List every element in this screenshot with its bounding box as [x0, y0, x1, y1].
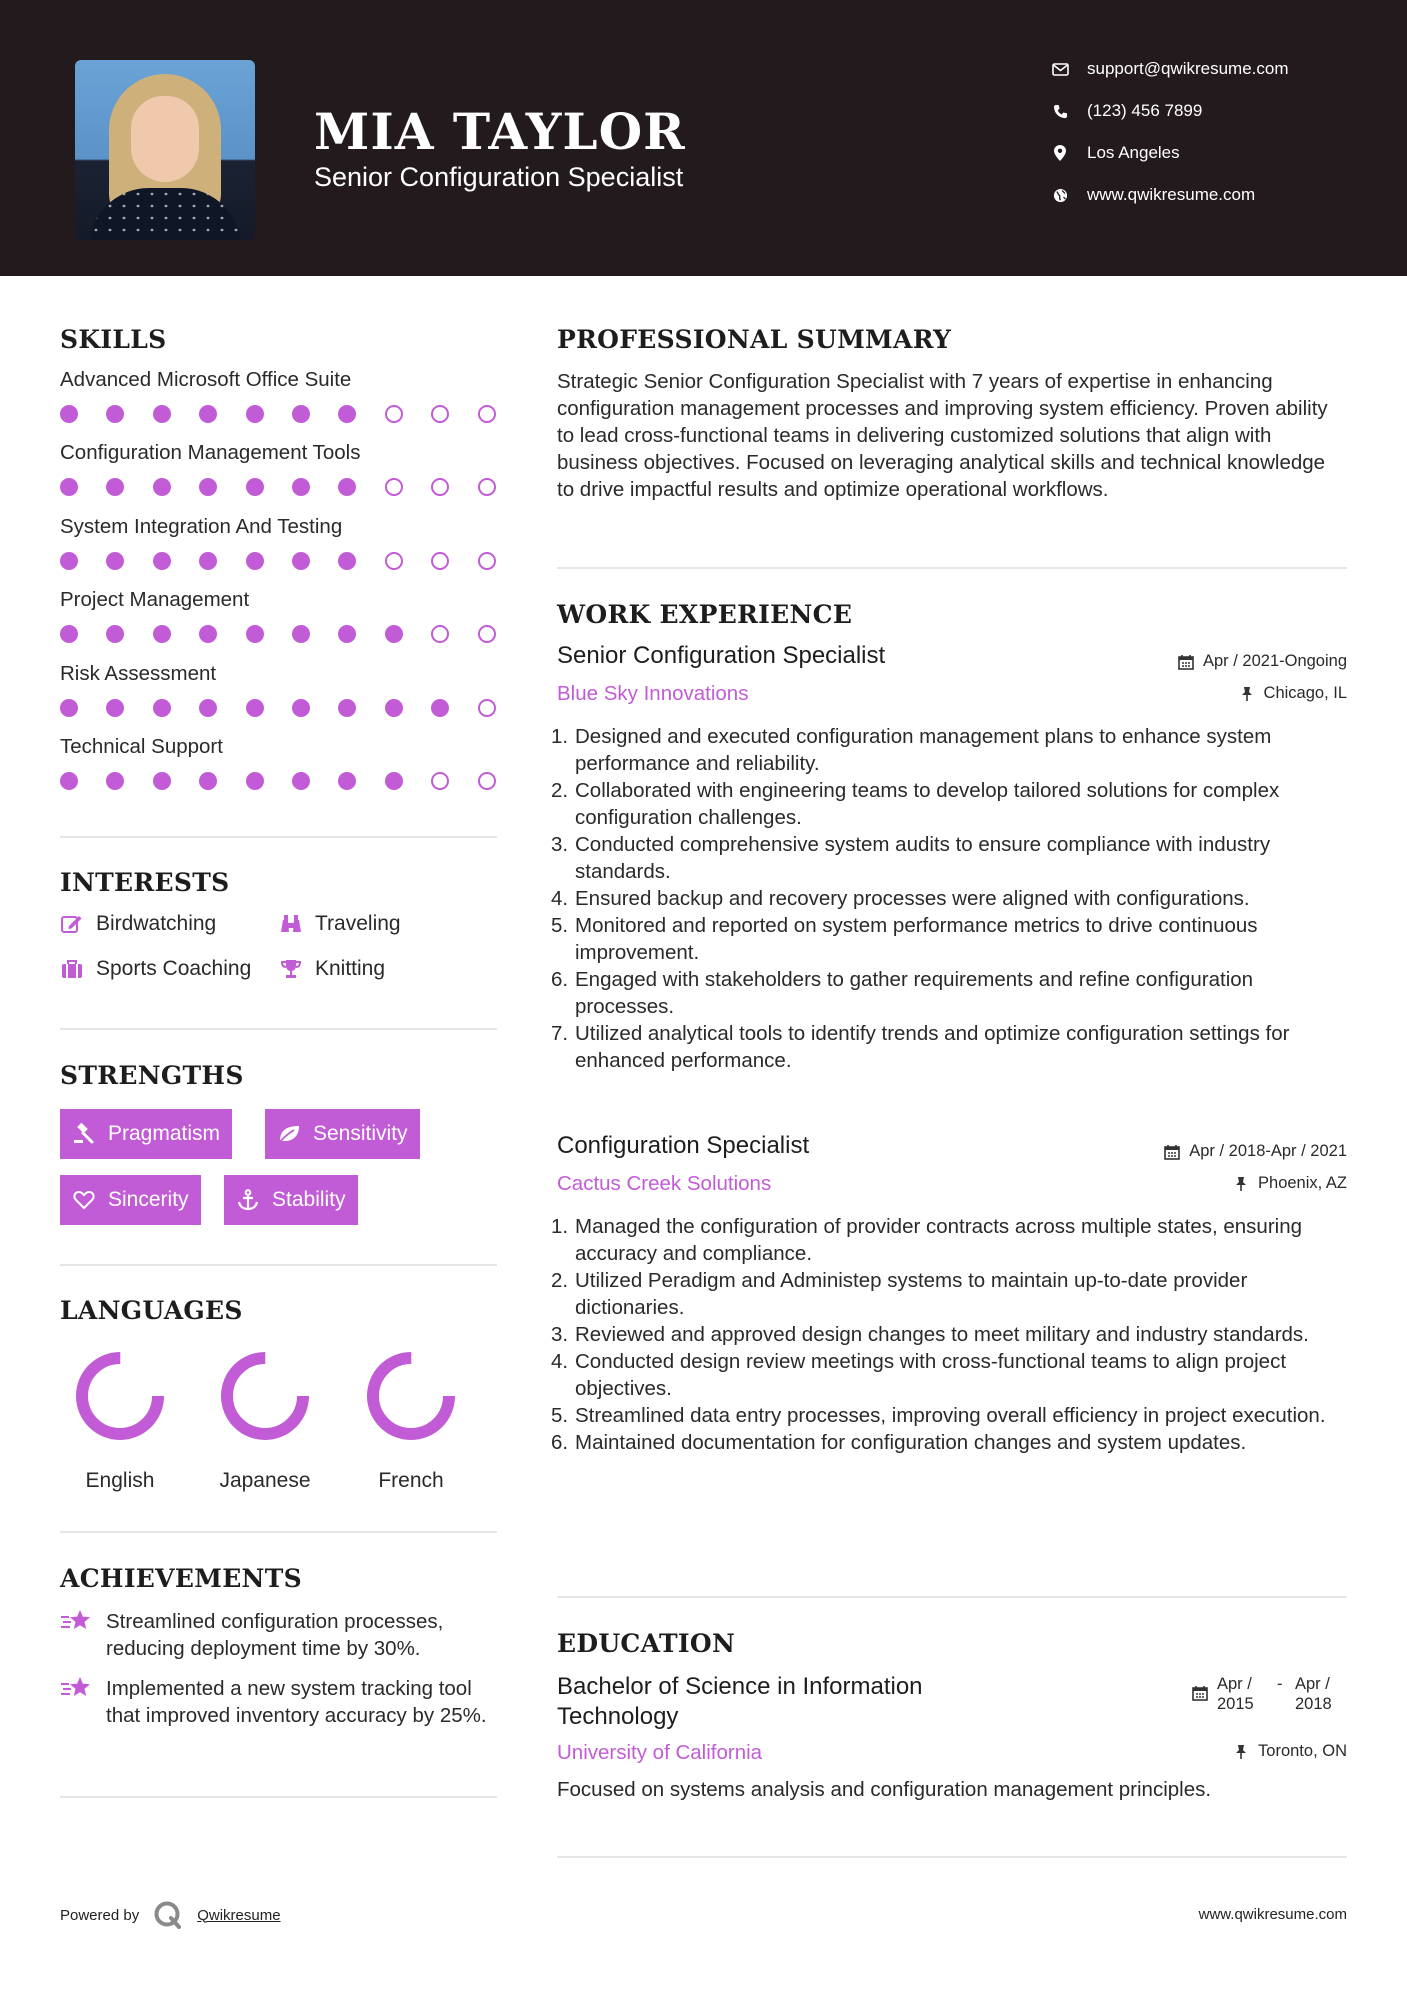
job-location — [1232, 1174, 1347, 1193]
job-location — [1238, 684, 1347, 703]
section-divider — [557, 1856, 1347, 1858]
rating-dot-filled — [385, 625, 403, 643]
rating-dot-empty — [478, 772, 496, 790]
suitcase-icon — [60, 957, 84, 981]
rating-dot-filled — [60, 772, 78, 790]
job-dates — [1163, 1142, 1347, 1161]
rating-dot-empty — [385, 405, 403, 423]
language-item — [341, 1346, 481, 1493]
contact-phone-text: (123) 456 7899 — [1087, 101, 1203, 120]
footer-powered-by — [60, 1900, 281, 1930]
rating-dot-filled — [246, 405, 264, 423]
rating-dot-filled — [385, 772, 403, 790]
shooting-star-icon — [60, 1675, 92, 1705]
strength-label: Stability — [272, 1188, 346, 1211]
rating-dot-filled — [338, 552, 356, 570]
location-pin-icon — [1049, 142, 1071, 164]
language-proficiency-ring — [215, 1346, 315, 1446]
responsibility-item: 6. Engaged with stakeholders to gather requirements and refine configuration processes. — [551, 968, 1254, 1018]
education-location-text: Toronto, ON — [1258, 1742, 1347, 1760]
rating-dot-filled — [338, 478, 356, 496]
contact-website-text: www.qwikresume.com — [1087, 185, 1256, 204]
resume-header — [0, 0, 1407, 276]
education-description: Focused on systems analysis and configuration management principles. — [557, 1778, 1212, 1801]
language-proficiency-arc — [82, 1358, 158, 1434]
responsibility-item: 3. Reviewed and approved design changes to meet military and industry standards. — [551, 1323, 1309, 1346]
strengths-heading: STRENGTHS — [60, 1061, 244, 1090]
company-name: Blue Sky Innovations — [557, 682, 749, 705]
languages-heading: LANGUAGES — [60, 1296, 243, 1325]
binoculars-icon — [279, 912, 303, 936]
job-location-text: Phoenix, AZ — [1258, 1174, 1347, 1192]
school-name: University of California — [557, 1741, 763, 1764]
responsibility-item: 7. Utilized analytical tools to identify trends and optimize configuration settings for enhanced performance. — [551, 1022, 1290, 1072]
rating-dot-filled — [246, 699, 264, 717]
rating-dot-empty — [478, 625, 496, 643]
rating-dot-filled — [338, 625, 356, 643]
rating-dot-filled — [60, 478, 78, 496]
skill-name: Configuration Management Tools — [60, 441, 361, 465]
responsibility-item: 4. Ensured backup and recovery processes were aligned with configurations. — [551, 887, 1250, 910]
phone-icon — [1049, 100, 1071, 122]
skill-rating — [60, 625, 524, 643]
skill-name: Advanced Microsoft Office Suite — [60, 368, 352, 391]
rating-dot-filled — [338, 772, 356, 790]
gavel-icon — [72, 1122, 96, 1146]
rating-dot-filled — [199, 405, 217, 423]
achievement-item — [60, 1608, 500, 1662]
language-proficiency-ring — [361, 1346, 461, 1446]
skill-name: Risk Assessment — [60, 661, 217, 685]
contact-website[interactable] — [1049, 184, 1255, 206]
strength-label: Sincerity — [108, 1188, 189, 1211]
interest-item — [279, 957, 385, 981]
rating-dot-filled — [199, 552, 217, 570]
skill-rating — [60, 552, 524, 570]
rating-dot-filled — [246, 772, 264, 790]
language-item — [50, 1346, 190, 1493]
candidate-name: MIA TAYLOR — [314, 102, 686, 161]
achievement-text: Implemented a new system tracking tool that improved inventory accuracy by 25%. — [106, 1677, 487, 1727]
language-item — [195, 1346, 335, 1493]
responsibility-item: 1. Managed the configuration of provider contracts across multiple states, ensuring accuracy and compliance. — [551, 1215, 1302, 1265]
strength-tag — [60, 1109, 232, 1159]
skill-name: Project Management — [60, 588, 250, 612]
language-proficiency-ring — [70, 1346, 170, 1446]
rating-dot-empty — [385, 552, 403, 570]
contact-email-text: support@qwikresume.com — [1087, 59, 1289, 78]
rating-dot-filled — [199, 772, 217, 790]
anchor-icon — [236, 1188, 260, 1212]
rating-dot-empty — [478, 552, 496, 570]
interests-heading: INTERESTS — [60, 868, 230, 897]
section-divider — [60, 1028, 497, 1030]
envelope-icon — [1049, 58, 1071, 80]
responsibility-item: 2. Utilized Peradigm and Administep systems to maintain up-to-date provider dictionaries. — [551, 1269, 1248, 1319]
rating-dot-filled — [292, 625, 310, 643]
responsibility-item: 1. Designed and executed configuration management plans to enhance system performance and reliability. — [551, 725, 1272, 775]
rating-dot-empty — [385, 478, 403, 496]
job-location-text: Chicago, IL — [1263, 684, 1347, 702]
strength-tag — [224, 1175, 358, 1225]
rating-dot-filled — [106, 625, 124, 643]
section-divider — [557, 567, 1347, 569]
calendar-icon — [1163, 1143, 1181, 1161]
rating-dot-empty — [478, 405, 496, 423]
skill-rating — [60, 405, 524, 423]
pencil-icon — [60, 912, 84, 936]
responsibility-item: 5. Monitored and reported on system performance metrics to drive continuous improvement. — [551, 914, 1258, 964]
rating-dot-filled — [199, 478, 217, 496]
responsibility-item: 5. Streamlined data entry processes, improving overall efficiency in project execution. — [551, 1404, 1326, 1427]
rating-dot-filled — [199, 699, 217, 717]
rating-dot-filled — [60, 699, 78, 717]
interest-item — [279, 912, 401, 936]
responsibility-item: 4. Conducted design review meetings with cross-functional teams to align project objectives. — [551, 1350, 1287, 1400]
rating-dot-filled — [60, 552, 78, 570]
calendar-icon — [1191, 1684, 1209, 1702]
rating-dot-filled — [106, 405, 124, 423]
job-title: Configuration Specialist — [557, 1132, 810, 1159]
rating-dot-empty — [431, 772, 449, 790]
strength-tag — [265, 1109, 420, 1159]
skill-rating — [60, 478, 524, 496]
rating-dot-filled — [246, 552, 264, 570]
language-label: Japanese — [219, 1469, 311, 1492]
responsibility-item: 6. Maintained documentation for configuration changes and system updates. — [551, 1431, 1247, 1454]
rating-dot-empty — [478, 699, 496, 717]
interest-label: Birdwatching — [96, 912, 217, 935]
rating-dot-filled — [106, 699, 124, 717]
rating-dot-filled — [292, 699, 310, 717]
language-proficiency-arc — [227, 1358, 303, 1434]
pushpin-icon — [1232, 1175, 1250, 1193]
skill-rating — [60, 772, 524, 790]
skill-name: Technical Support — [60, 735, 223, 758]
interest-label: Sports Coaching — [96, 957, 252, 980]
job-dates — [1177, 652, 1347, 671]
candidate-role: Senior Configuration Specialist — [314, 162, 684, 192]
skill-rating — [60, 699, 524, 717]
responsibility-item: 3. Conducted comprehensive system audits to ensure compliance with industry standards. — [551, 833, 1271, 883]
rating-dot-filled — [60, 405, 78, 423]
rating-dot-filled — [246, 625, 264, 643]
rating-dot-filled — [385, 699, 403, 717]
rating-dot-filled — [153, 478, 171, 496]
globe-icon — [1049, 184, 1071, 206]
company-name: Cactus Creek Solutions — [557, 1172, 772, 1195]
degree-title: Bachelor of Science in Information Technology — [557, 1673, 923, 1730]
education-dates: Apr / 2015 - Apr / 2018 — [1191, 1674, 1347, 1714]
rating-dot-filled — [292, 552, 310, 570]
section-divider — [60, 1796, 497, 1798]
strength-label: Sensitivity — [313, 1122, 408, 1145]
rating-dot-filled — [153, 552, 171, 570]
section-divider — [60, 836, 497, 838]
powered-by-text: Powered by — [60, 1906, 140, 1924]
experience-heading: WORK EXPERIENCE — [557, 600, 853, 629]
contact-location-text: Los Angeles — [1087, 143, 1180, 162]
contact-location — [1049, 142, 1180, 164]
rating-dot-filled — [292, 478, 310, 496]
rating-dot-filled — [153, 772, 171, 790]
qwikresume-link[interactable]: Qwikresume — [197, 1906, 281, 1924]
rating-dot-filled — [106, 772, 124, 790]
profile-photo — [75, 60, 255, 240]
rating-dot-filled — [338, 405, 356, 423]
education-location — [1232, 1742, 1347, 1761]
trophy-icon — [279, 957, 303, 981]
interest-label: Knitting — [315, 957, 386, 980]
education-end: Apr / 2018 — [1295, 1675, 1332, 1713]
rating-dot-filled — [153, 699, 171, 717]
achievement-item — [60, 1675, 500, 1729]
rating-dot-filled — [292, 772, 310, 790]
section-divider — [557, 1596, 1347, 1598]
language-label: French — [378, 1469, 444, 1492]
rating-dot-filled — [106, 478, 124, 496]
job-dates-text: Apr / 2018-Apr / 2021 — [1189, 1142, 1347, 1160]
rating-dot-filled — [292, 405, 310, 423]
interest-label: Traveling — [315, 912, 401, 935]
shooting-star-icon — [60, 1608, 92, 1638]
section-divider — [60, 1264, 497, 1266]
strength-tag — [60, 1175, 201, 1225]
achievement-text: Streamlined configuration processes, reducing deployment time by 30%. — [106, 1610, 444, 1660]
calendar-icon — [1177, 653, 1195, 671]
rating-dot-filled — [60, 625, 78, 643]
job-responsibilities — [551, 723, 1347, 1074]
education-start: Apr / 2015 — [1217, 1675, 1254, 1713]
skill-name: System Integration And Testing — [60, 514, 343, 538]
rating-dot-filled — [106, 552, 124, 570]
leaf-icon — [277, 1122, 301, 1146]
rating-dot-filled — [246, 478, 264, 496]
rating-dot-empty — [431, 552, 449, 570]
job-responsibilities — [551, 1213, 1347, 1456]
rating-dot-filled — [338, 699, 356, 717]
footer-url[interactable]: www.qwikresume.com — [1198, 1906, 1347, 1923]
education-heading: EDUCATION — [557, 1629, 736, 1658]
rating-dot-empty — [431, 478, 449, 496]
heart-icon — [72, 1188, 96, 1212]
language-proficiency-arc — [373, 1358, 449, 1434]
rating-dot-empty — [478, 478, 496, 496]
rating-dot-filled — [431, 699, 449, 717]
interest-item — [60, 912, 216, 936]
pushpin-icon — [1238, 685, 1256, 703]
rating-dot-empty — [431, 405, 449, 423]
job-dates-text: Apr / 2021-Ongoing — [1202, 652, 1347, 670]
skills-heading: SKILLS — [60, 325, 167, 354]
contact-email[interactable] — [1049, 58, 1289, 80]
summary-heading: PROFESSIONAL SUMMARY — [557, 325, 952, 354]
section-divider — [60, 1531, 497, 1533]
strength-label: Pragmatism — [108, 1122, 221, 1145]
interest-item — [60, 957, 251, 981]
rating-dot-filled — [153, 405, 171, 423]
language-label: English — [85, 1469, 155, 1492]
job-title: Senior Configuration Specialist — [557, 642, 886, 669]
rating-dot-empty — [431, 625, 449, 643]
responsibility-item: 2. Collaborated with engineering teams to develop tailored solutions for complex configuration challenges. — [551, 779, 1280, 829]
rating-dot-filled — [153, 625, 171, 643]
achievements-heading: ACHIEVEMENTS — [60, 1564, 302, 1593]
rating-dot-filled — [199, 625, 217, 643]
contact-phone[interactable] — [1049, 100, 1202, 122]
pushpin-icon — [1232, 1743, 1250, 1761]
qwikresume-logo-icon — [153, 1900, 183, 1930]
summary-text: Strategic Senior Configuration Specialist with 7 years of expertise in enhancing configuration management processes and improving system efficiency. Proven ability to lead cross-functional teams in delivering customized solutions that align with business objectives. Focused on leveraging analytical skills and technical knowledge to drive impactful results and optimize operational workflows. — [557, 370, 1328, 501]
